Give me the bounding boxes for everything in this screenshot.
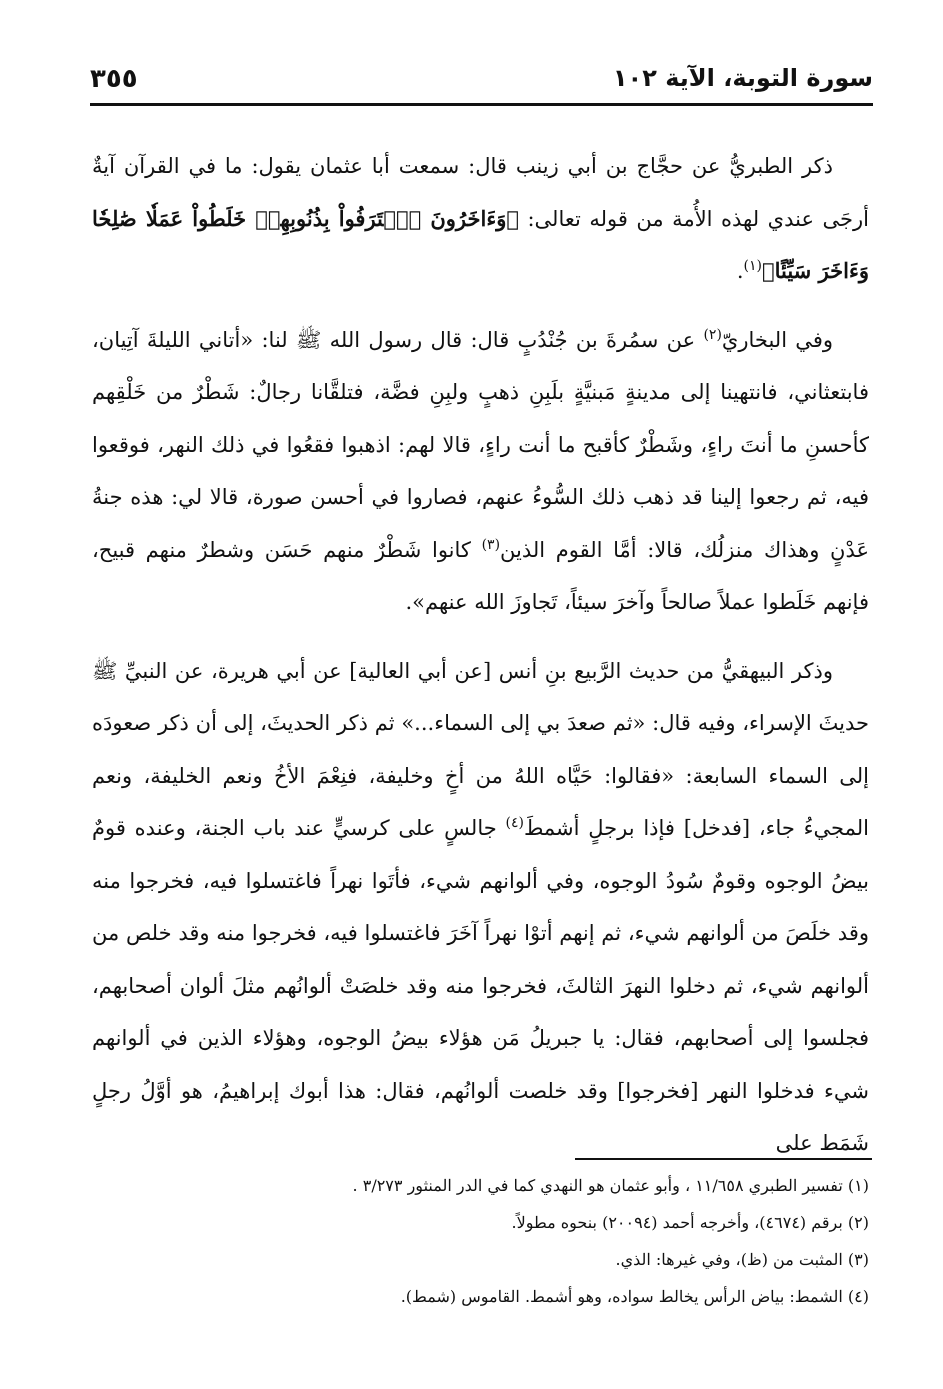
paragraph-3-text: وذكر البيهقيُّ من حديث الرَّبيع بنِ أنس [عن أبي العالية] عن أبي هريرة، عن النبيِّ ﷺ حديثَ الإسراء، وفيه قال: «ثم صعدَ بي إلى السماء...» ثم ذكر الحديثَ، إلى أن ذكر صعودَه إلى السماء السابعة: «فقالوا: حَيَّاه اللهُ من أخٍ وخليفة، فنِعْمَ الأخُ ونعم الخليفة، ونعم المجيءُ جاء، [فدخل] فإذا برجلٍ أشمطَ bbox=[92, 658, 869, 840]
footnote-ref-1: (١) bbox=[743, 258, 762, 274]
footnote-separator bbox=[575, 1158, 872, 1160]
footnote-4: (٤) الشمط: بياض الرأس يخالط سواده، وهو أشمط. القاموس (شمط). bbox=[400, 1287, 869, 1306]
page-header bbox=[90, 60, 873, 102]
paragraph-2-text-continued: كانوا شَطْرٌ منهم حَسَن وشطرٌ منهم قبيح، فإنهم خَلَطوا عملاً صالحاً وآخرَ سيئاً، تَجاوزَ الله عنهم». bbox=[92, 537, 869, 614]
footnote-2: (٢) برقم (٤٦٧٤)، وأخرجه أحمد (٢٠٠٩٤) بنحوه مطولاً. bbox=[511, 1213, 869, 1232]
quran-verse: ﴿وَءَاخَرُونَ ٱعۡتَرَفُواْ بِذُنُوبِهِمۡ خَلَطُواْ عَمَلٗا صَٰلِحٗا وَءَاخَرَ سَيِّئًا﴾ bbox=[92, 205, 869, 283]
footnote-ref-2: (٢) bbox=[703, 326, 722, 343]
footnote-1: (١) تفسير الطبري ١١/٦٥٨ ، وأبو عثمان هو النهدي كما في الدر المنثور ٣/٢٧٣ . bbox=[352, 1176, 869, 1195]
main-text bbox=[92, 140, 869, 1170]
footnote-3: (٣) المثبت من (ظ)، وفي غيرها: الذي. bbox=[615, 1250, 869, 1269]
paragraph-3 bbox=[92, 645, 869, 1170]
paragraph-1-text: ذكر الطبريُّ عن حجَّاج بن أبي زينب قال: سمعت أبا عثمان يقول: ما في القرآن آيةٌ أرجَى عندي لهذه الأُمة من قوله تعالى: bbox=[92, 154, 869, 231]
header-rule bbox=[90, 103, 873, 106]
paragraph-2-lead: وفي البخاريّ bbox=[721, 327, 833, 352]
footnote-ref-4: (٤) bbox=[505, 815, 524, 831]
paragraph-2-text: عن سمُرةَ بن جُنْدُبٍ قال: قال رسول الله ﷺ لنا: «أتاني الليلةَ آتِيان، فابتعثاني، فانتهينا إلى مدينةٍ مَبنيَّةٍ بلَبِنِ ذهبٍ ولبِنِ فضَّة، فتلقَّانا رجالٌ: شَطْرٌ من خَلْقِهم كأحسنِ ما أنتَ راءٍ، وشَطْرٌ كأقبح ما أنت راءٍ، قالا لهم: اذهبوا فقعُوا في ذلك النهر، فوقعوا فيه، ثم رجعوا إلينا قد ذهب ذلك السُّوءُ عنهم، فصاروا في أحسن صورة، قالا لي: هذه جنةُ عَدْنٍ وهذاك منزلُك، قالا: أمَّا القوم الذين bbox=[92, 327, 870, 562]
paragraph-1 bbox=[92, 140, 869, 298]
footnotes bbox=[92, 1167, 869, 1315]
running-title: سورة التوبة، الآية ١٠٢ bbox=[612, 64, 873, 92]
footnote-ref-3: (٣) bbox=[481, 536, 501, 553]
page-number: ٣٥٥ bbox=[90, 64, 138, 94]
paragraph-3-text-continued: جالسٍ على كرسيٍّ عند باب الجنة، وعنده قومٌ بيضُ الوجوه وقومٌ سُودُ الوجوه، وفي ألوانهم شيء، فأتَوا نهراً فاغتسلوا فيه، فخرجوا منه وقد خلَصَ من ألوانهم شيء، ثم إنهم أتوْا نهراً آخَرَ فاغتسلوا فيه، فخرجوا منه وقد خلص من ألوانهم شيء، ثم دخلوا النهرَ الثالثَ، فخرجوا منه وقد خلصَتْ ألوانُهم مثلَ ألوان أصحابهم، فجلسوا إلى أصحابهم، فقال: يا جبريلُ مَن هؤلاء بيضُ الوجوه، وهؤلاء الذين في ألوانهم شيء فدخلوا النهر [فخرجوا] وقد خلصت ألوانُهم، فقال: هذا أبوك إبراهيمُ، هو أوَّلُ رجلٍ شَمَط على bbox=[92, 816, 869, 1155]
paragraph-1-tail: . bbox=[736, 259, 744, 283]
paragraph-2 bbox=[92, 314, 869, 629]
